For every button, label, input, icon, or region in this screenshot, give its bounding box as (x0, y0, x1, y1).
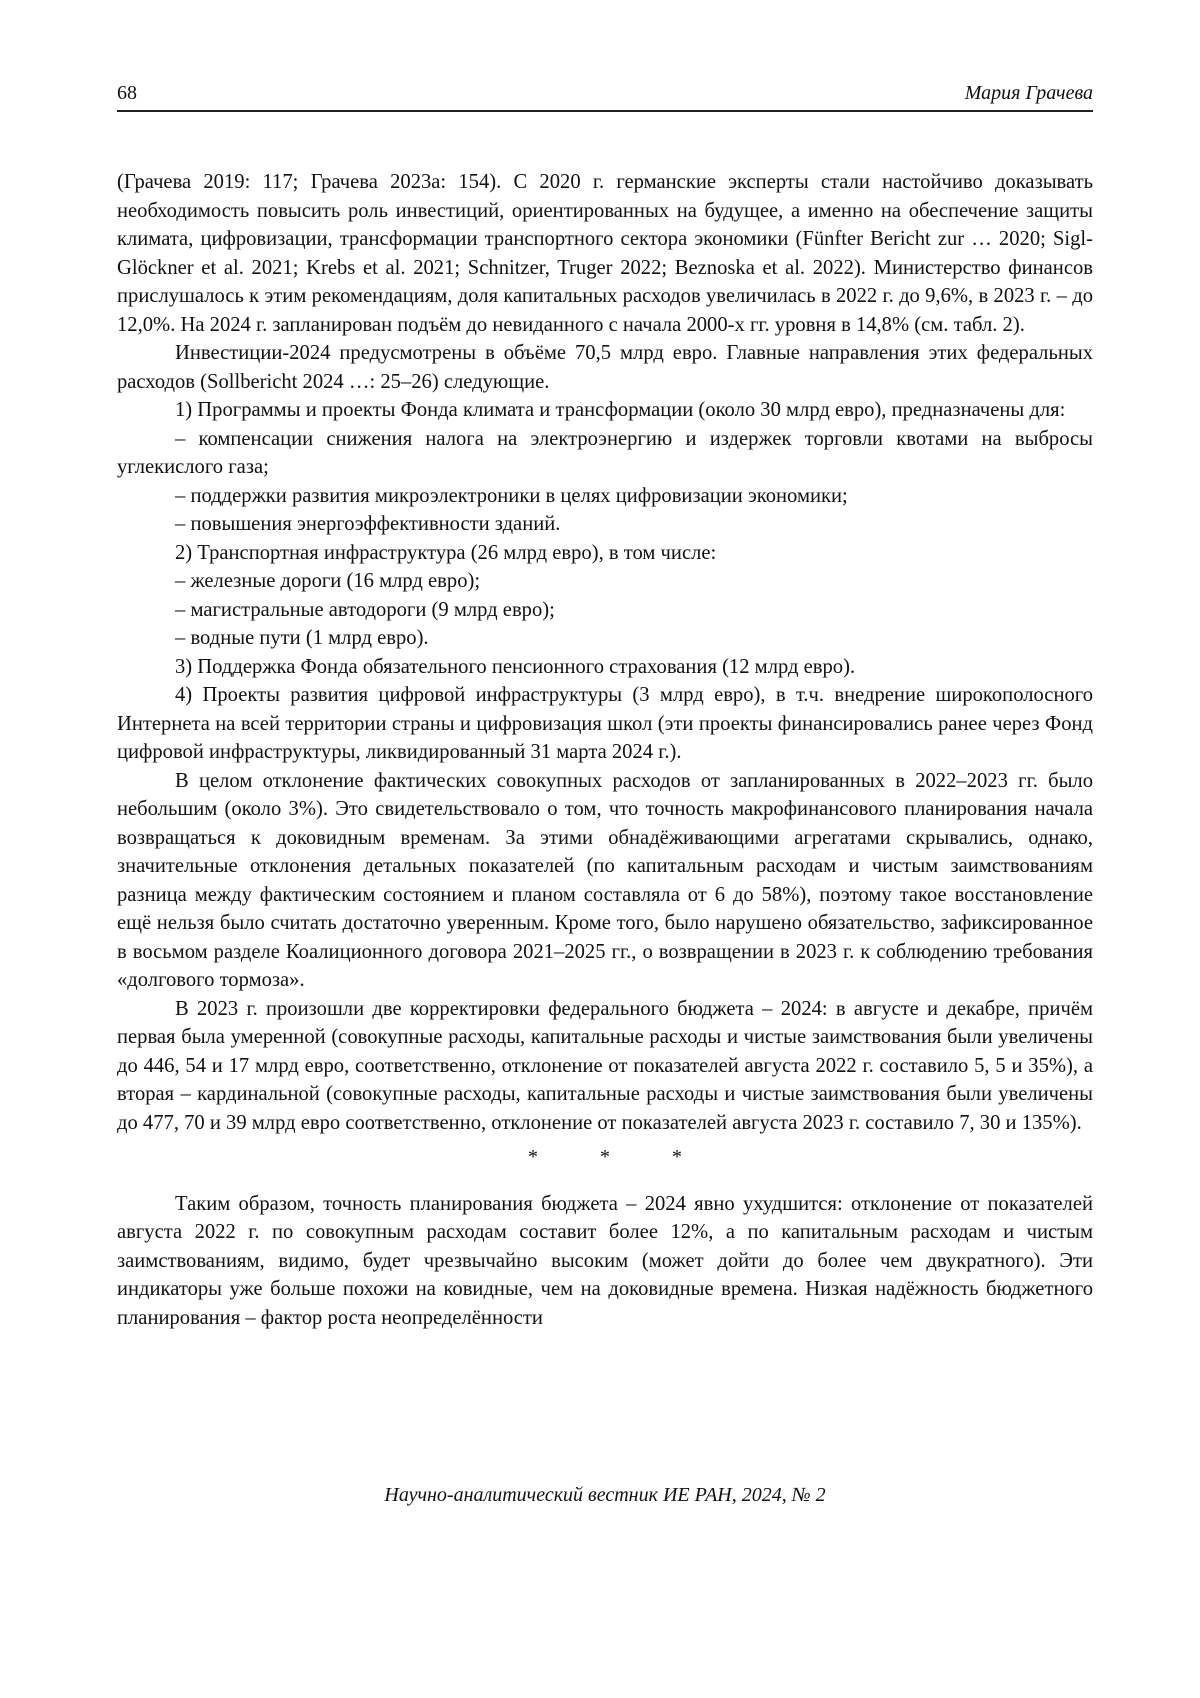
section-separator (117, 1143, 1093, 1172)
separator-star: * (600, 1146, 610, 1168)
list-item: – магистральные автодороги (9 млрд евро); (175, 598, 555, 621)
paragraph: В 2023 г. произошли две корректировки федерального бюджета – 2024: в августе и декабре, причём первая была умеренной (совокупные расходы, капитальные расходы и чистые заимствования были увеличены до 446, 54 и 17 млрд евро, соответственно, отклонение от показателей августа 2022 г. составило 5, 5 и 35%), а вторая – кардинальной (совокупные расходы, капитальные расходы и чистые заимствования были увеличены до 477, 70 и 39 млрд евро соответственно, отклонение от показателей августа 2023 г. составило 7, 30 и 135%). (117, 997, 1093, 1134)
article-body (117, 168, 1093, 1332)
list-item: – водные пути (1 млрд евро). (175, 627, 429, 649)
list-item: – железные дороги (16 млрд евро); (175, 570, 481, 592)
list-item: – компенсации снижения налога на электроэнергию и издержек торговли квотами на выбросы углекислого газа; (117, 427, 1093, 478)
paragraph: Таким образом, точность планирования бюджета – 2024 явно ухудшится: отклонение от показателей августа 2022 г. по совокупным расходам составит более 12%, а по капитальным расходам и чистым заимствованиям, видимо, будет чрезвычайно высоким (может дойти до более чем двукратного). Эти индикаторы уже больше похожи на ковидные, чем на доковидные времена. Низкая надёжность бюджетного планирования – фактор роста неопределённости (117, 1192, 1093, 1329)
paragraph: (Грачева 2019: 117; Грачева 2023а: 154). С 2020 г. германские эксперты стали настойчиво доказывать необходимость повысить роль инвестиций, ориентированных на будущее, а именно на обеспечение защиты климата, цифровизации, трансформации транспортного сектора экономики (Fünfter Bericht zur … 2020; Sigl-Glöckner et al. 2021; Krebs et al. 2021; Schnitzer, Truger 2022; Beznoska et al. 2022). Министерство финансов прислушалось к этим рекомендациям, доля капитальных расходов увеличилась в 2022 г. до 9,6%, в 2023 г. – до 12,0%. На 2024 г. запланирован подъём до невиданного с начала 2000-х гг. уровня в 14,8% (см. табл. 2). (117, 171, 1093, 336)
paragraph: Инвестиции-2024 предусмотрены в объёме 70,5 млрд евро. Главные направления этих федеральных расходов (Sollbericht 2024 …: 25–26) следующие. (117, 342, 1093, 393)
page-footer: Научно-аналитический вестник ИЕ РАН, 2024, № 2 (384, 1484, 826, 1506)
paragraph: В целом отклонение фактических совокупных расходов от запланированных в 2022–2023 гг. было небольшим (около 3%). Это свидетельствовало о том, что точность макрофинансового планирования начала возвращаться к доковидным временам. За этими обнадёживающими агрегатами скрывались, однако, значительные отклонения детальных показателей (по капитальным расходам и чистым заимствованиям разница между фактическим состоянием и планом составляла от 6 до 58%), поэтому такое восстановление ещё нельзя было считать достаточно уверенным. Кроме того, было нарушено обязательство, зафиксированное в восьмом разделе Коалиционного договора 2021–2025 гг., о возвращении в 2023 г. к соблюдению требования «долгового тормоза». (117, 769, 1093, 991)
list-item: 4) Проекты развития цифровой инфраструктуры (3 млрд евро), в т.ч. внедрение широкополосного Интернета на всей территории страны и цифровизация школ (эти проекты финансировались ранее через Фонд цифровой инфраструктуры, ликвидированный 31 марта 2024 г.). (117, 684, 1093, 763)
separator-star: * (528, 1146, 538, 1168)
page-number: 68 (117, 82, 137, 104)
running-head-author: Мария Грачева (964, 82, 1093, 104)
list-item: – повышения энергоэффективности зданий. (175, 513, 561, 535)
separator-star: * (672, 1146, 682, 1168)
list-item: 1) Программы и проекты Фонда климата и трансформации (около 30 млрд евро), предназначены для: (175, 399, 1066, 421)
list-item: 2) Транспортная инфраструктура (26 млрд евро), в том числе: (175, 541, 717, 564)
list-item: 3) Поддержка Фонда обязательного пенсионного страхования (12 млрд евро). (175, 655, 856, 678)
list-item: – поддержки развития микроэлектроники в целях цифровизации экономики; (175, 484, 848, 507)
page-header (117, 82, 1093, 112)
